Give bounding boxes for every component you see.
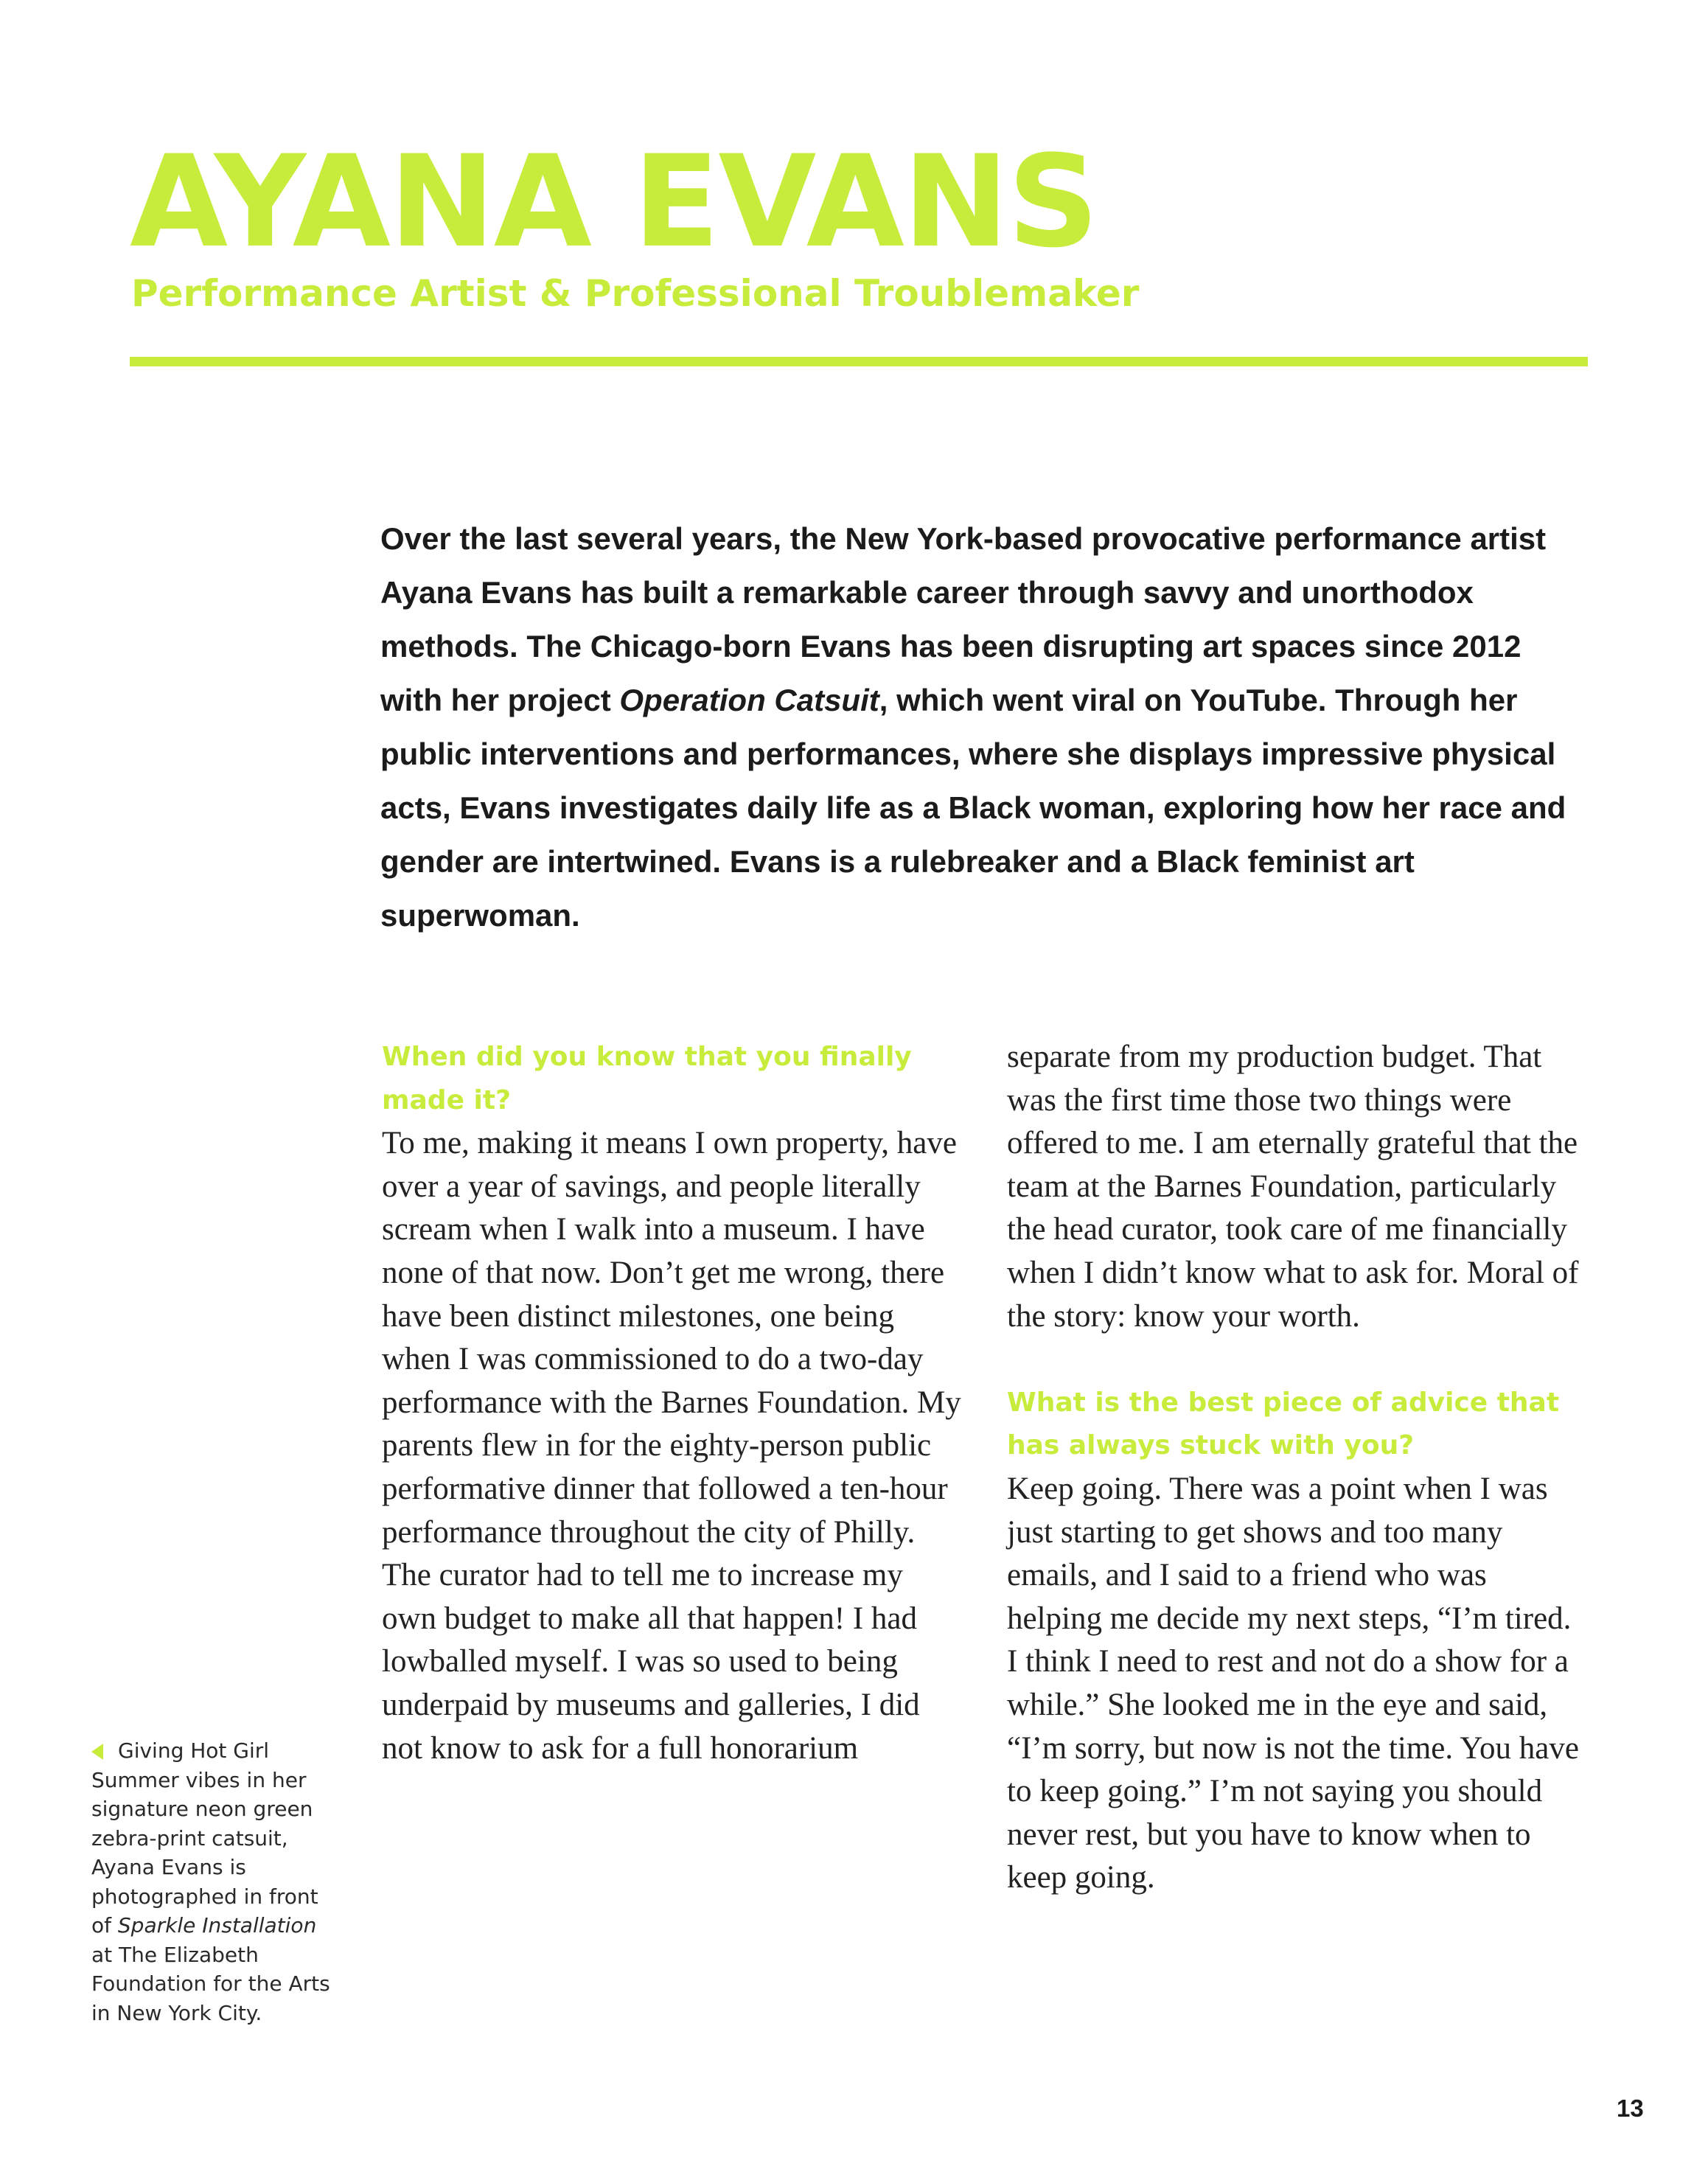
body-column-right (1007, 1036, 1589, 1900)
answer-1-text: To me, making it means I own property, have over a year of savings, and people literally scream when I walk into a museum. I have none of that now. Don’t get me wrong, there have been distinct milestones, one being when I was commissioned to do a two-day performance with the Barnes Foundation. My parents flew in for the eighty-person public performative dinner that followed a ten-hour performance throughout the city of Philly. The curator had to tell me to increase my own budget to make all that happen! I had lowballed myself. I was so used to being underpaid by museums and galleries, I did not know to ask for a full honorarium (382, 1126, 961, 1766)
caption-text-part2: at The Elizabeth Foundation for the Arts in New York City. (91, 1942, 330, 2025)
answer-1 (382, 1122, 964, 1770)
intro-text-part2: , which went viral on YouTube. Through her public interventions and performances, where she displays impressive physical acts, Evans investigates daily life as a Black woman, exploring how her race and gender are intertwined. Evans is a rulebreaker and a Black feminist art superwoman. (380, 683, 1566, 933)
question-spacer (1007, 1338, 1589, 1382)
intro-text-part1: Over the last several years, the New York-based provocative performance artist Ayana Evans has built a remarkable career through savvy and unorthodox methods. The Chicago-born Evans has been disrupting art spaces since 2012 with her project (380, 521, 1547, 717)
answer-1-continued: separate from my production budget. That was the first time those two things were offered to me. I am eternally grateful that the team at the Barnes Foundation, particularly the head curator, took care of me financially when I didn’t know what to ask for. Moral of the story: know your worth. (1007, 1040, 1579, 1334)
page-number: 13 (1617, 2095, 1644, 2122)
page-title: AYANA EVANS (130, 128, 1098, 276)
photo-caption (91, 1736, 342, 2027)
answer-2: Keep going. There was a point when I was just starting to get shows and too many emails, and I said to a friend who was helping me decide my next steps, “I’m tired. I think I need to rest and not do a show for a while.” She looked me in the eye and said, “I’m sorry, but now is not the time. You have to keep going.” I’m not saying you should never rest, but you have to know when to keep going. (1007, 1471, 1579, 1895)
caption-artwork-title: Sparkle Installation (117, 1913, 317, 1938)
title-divider (130, 357, 1588, 366)
intro-paragraph (380, 512, 1589, 942)
question-2: What is the best piece of advice that has always stuck with you? (1007, 1387, 1560, 1461)
intro-project-title: Operation Catsuit (619, 683, 879, 717)
body-column-left (382, 1036, 964, 1770)
caption-text-part1: Giving Hot Girl Summer vibes in her signature neon green zebra-print catsuit, Ayana Evans is photographed in front of (91, 1738, 318, 1938)
caption-arrow-icon (91, 1744, 103, 1760)
question-1: When did you know that you finally made it? (382, 1042, 912, 1115)
page-subtitle: Performance Artist & Professional Troublemaker (131, 272, 1140, 315)
